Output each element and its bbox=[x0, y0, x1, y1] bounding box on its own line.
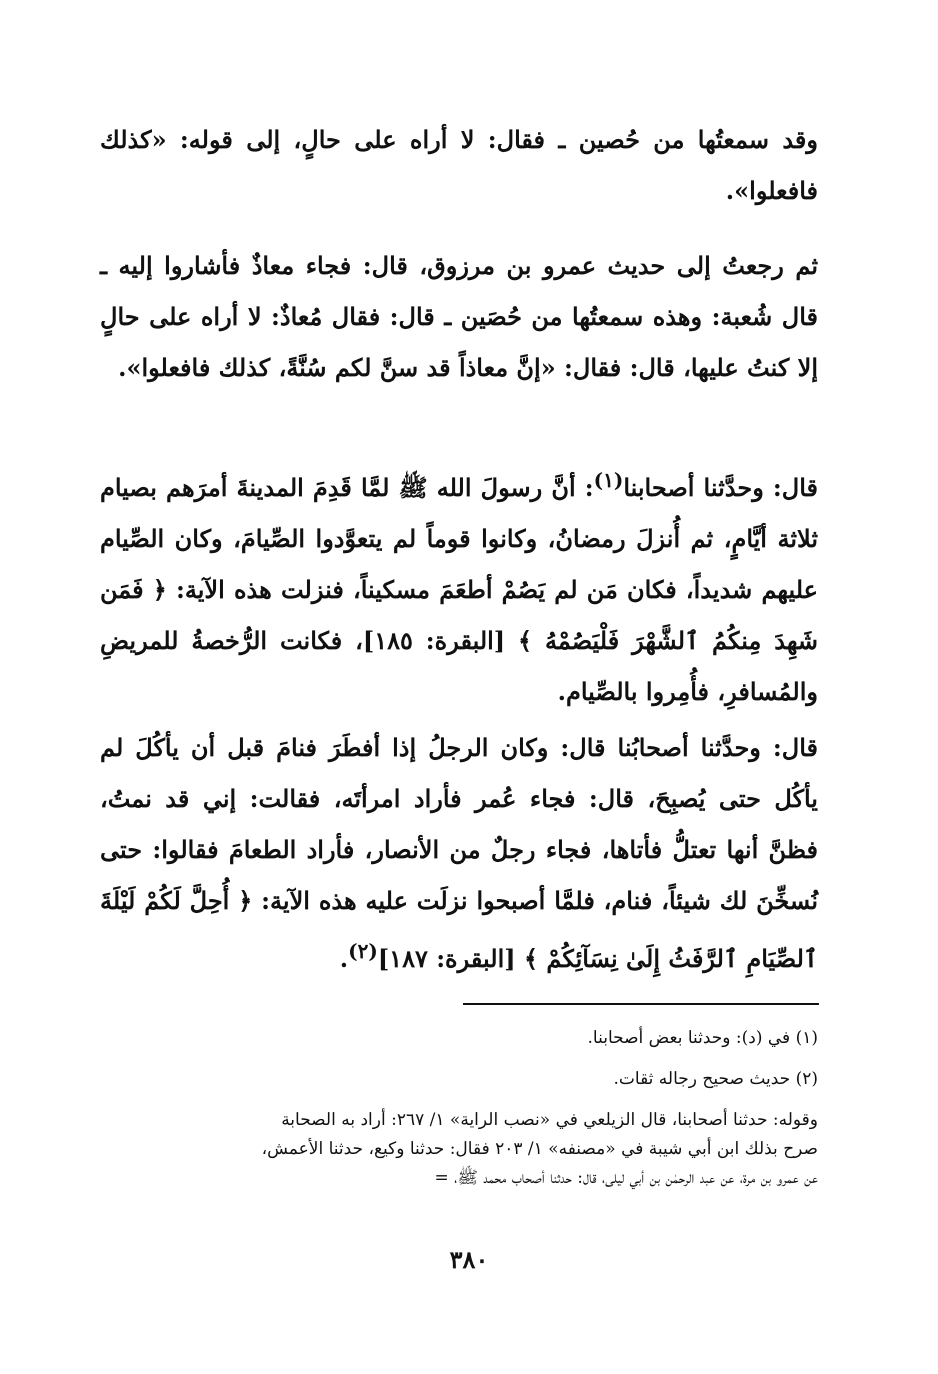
footnote-1: (١) في (د): وحدثنا بعض أصحابنا. bbox=[587, 1028, 818, 1048]
paragraph-4-end: . bbox=[339, 944, 349, 973]
verse-citation: [البقرة: ١٨٥]، فكانت الرُّخصةُ للمريضِ والمُسافرِ، فأُمِروا بالصِّيام. bbox=[100, 626, 818, 706]
footnote-line: صرح بذلك ابن أبي شيبة في «مصنفه» ١/ ٢٠٣ فقال: حدثنا وكيع، حدثنا الأعمش، bbox=[261, 1139, 818, 1159]
footnote-ref-2: (٢) bbox=[348, 939, 378, 963]
paragraph-4 bbox=[100, 722, 818, 984]
footnote-2-commentary bbox=[100, 1106, 818, 1193]
page-number: ٣٨٠ bbox=[449, 1245, 489, 1274]
verse-citation: [البقرة: ١٨٧] bbox=[377, 944, 524, 973]
paragraph-3-text: : أنَّ رسولَ الله ﷺ لمَّا قَدِمَ المدينةَ أمرَهم بصيام ثلاثة أيَّامٍ، ثم أُنزلَ رمضانُ، وكانوا قوماً لم يتعوَّدوا الصِّيامَ، وكان الصِّيام عليهم شديداً، فكان مَن لم يَصُمْ أطعَمَ مسكيناً، فنزلت هذه الآية: bbox=[100, 473, 818, 604]
footnote-separator bbox=[463, 1003, 819, 1005]
footnote-2: (٢) حديث صحيح رجاله ثقات. bbox=[613, 1069, 818, 1089]
paragraph-3-text: قال: وحدَّثنا أصحابنا bbox=[623, 473, 818, 502]
quran-verse: ﴿ أُحِلَّ لَكُمْ لَيْلَةَ ٱلصِّيَامِ ٱلرَّفَثُ إِلَىٰ نِسَآئِكُمْ ﴾ bbox=[100, 886, 818, 973]
paragraph-4-text: قال: وحدَّثنا أصحابُنا قال: وكان الرجلُ إذا أفطَرَ فنامَ قبل أن يأكُلَ لم يأكُل حتى يُصبِحَ، قال: فجاء عُمر فأراد امرأتَه، فقالت: إني قد نمتُ، فظنَّ أنها تعتلُّ فأتاها، فجاء رجلٌ من الأنصار، فأراد الطعامَ فقالوا: حتى نُسخِّنَ لك شيئاً، فنام، فلمَّا أصبحوا نزلَت عليه هذه الآية: bbox=[100, 733, 818, 915]
paragraph-3 bbox=[100, 455, 818, 717]
footnote-line: عن عمرو بن مرة، عن عبد الرحمٰن بن أبي ليلى، قال: حدثنا أصحاب محمد ﷺ، = bbox=[434, 1168, 818, 1188]
footnote-line: وقوله: حدثنا أصحابنا، قال الزيلعي في «نصب الراية» ١/ ٢٦٧: أراد به الصحابة bbox=[281, 1110, 818, 1130]
paragraph-1: وقد سمعتُها من حُصين ـ فقال: لا أراه على حالٍ، إلى قوله: «كذلك فافعلوا». bbox=[100, 125, 818, 205]
paragraph-2: ثم رجعتُ إلى حديث عمرو بن مرزوق، قال: فجاء معاذٌ فأشاروا إليه ـ قال شُعبة: وهذه سمعتُها من حُصَين ـ قال: فقال مُعاذٌ: لا أراه على حالٍ إلا كنتُ عليها، قال: فقال: «إنَّ معاذاً قد سنَّ لكم سُنَّةً، كذلك فافعلوا». bbox=[100, 251, 818, 382]
quran-verse: ﴿ فَمَن شَهِدَ مِنكُمُ ٱلشَّهْرَ فَلْيَصُمْهُ ﴾ bbox=[100, 575, 819, 655]
footnote-ref-1: (١) bbox=[593, 468, 624, 492]
